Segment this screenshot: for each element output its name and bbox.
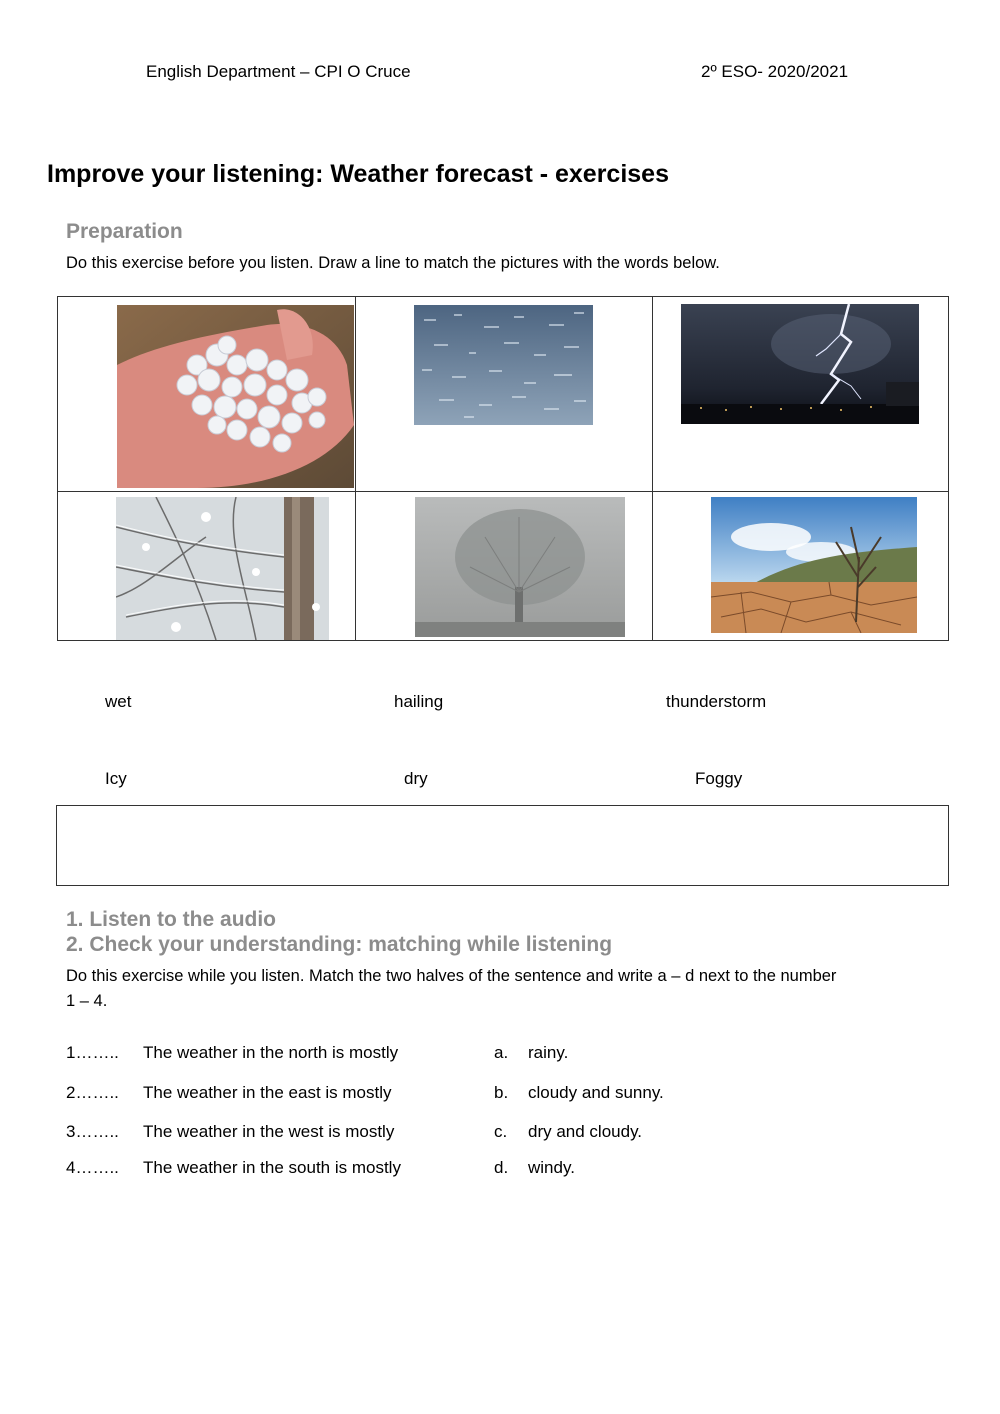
preparation-heading: Preparation (66, 220, 183, 243)
answer-box[interactable] (56, 805, 949, 886)
item-answer: dry and cloudy. (528, 1122, 643, 1141)
item-answer: rainy. (528, 1043, 569, 1062)
header-department: English Department – CPI O Cruce (146, 62, 411, 81)
item-number[interactable]: 3…….. (66, 1122, 119, 1141)
item-number[interactable]: 4…….. (66, 1158, 119, 1177)
thunderstorm-picture (681, 304, 919, 424)
item-letter: d. (494, 1158, 509, 1177)
item-sentence: The weather in the north is mostly (143, 1043, 399, 1062)
fog-picture (415, 497, 625, 637)
preparation-instructions: Do this exercise before you listen. Draw a line to match the pictures with the words below. (66, 254, 720, 272)
page-title: Improve your listening: Weather forecast - exercises (47, 160, 669, 188)
section2-heading: 2. Check your understanding: matching while listening (66, 933, 613, 956)
item-number[interactable]: 2…….. (66, 1083, 119, 1102)
item-answer: windy. (528, 1158, 575, 1177)
icy-picture (116, 497, 329, 640)
item-number[interactable]: 1…….. (66, 1043, 119, 1062)
drought-picture (711, 497, 917, 633)
item-letter: b. (494, 1083, 509, 1102)
item-sentence: The weather in the south is mostly (143, 1158, 401, 1177)
word-hailing: hailing (394, 692, 444, 711)
section1-heading: 1. Listen to the audio (66, 908, 277, 931)
rain-picture (414, 305, 593, 425)
word-icy: Icy (105, 769, 127, 788)
item-answer: cloudy and sunny. (528, 1083, 664, 1102)
word-foggy: Foggy (695, 769, 743, 788)
word-dry: dry (404, 769, 428, 788)
header-course: 2º ESO- 2020/2021 (701, 62, 849, 81)
item-letter: a. (494, 1043, 509, 1062)
item-letter: c. (494, 1122, 508, 1141)
section2-instructions-line2: 1 – 4. (66, 992, 108, 1010)
section2-instructions-line1: Do this exercise while you listen. Match the two halves of the sentence and write a – d next to the number (66, 967, 837, 985)
item-sentence: The weather in the east is mostly (143, 1083, 392, 1102)
item-sentence: The weather in the west is mostly (143, 1122, 395, 1141)
word-thunderstorm: thunderstorm (666, 692, 767, 711)
word-wet: wet (105, 692, 132, 711)
hail-picture (117, 305, 354, 488)
